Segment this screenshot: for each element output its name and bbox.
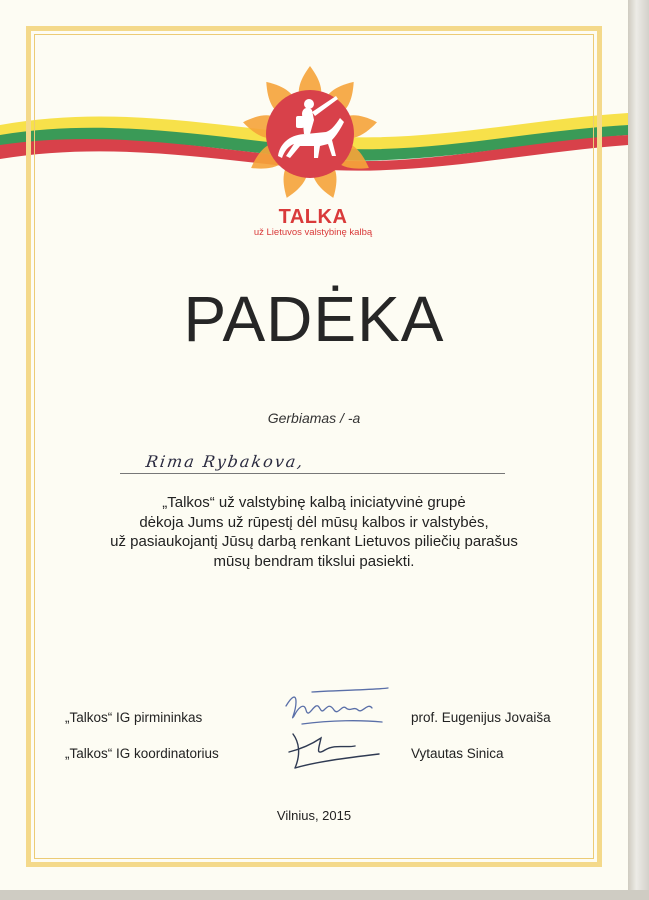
signatory-name-coordinator: Vytautas Sinica [411, 746, 504, 761]
signatory-name-chair: prof. Eugenijus Jovaiša [411, 710, 551, 725]
body-line: už pasiaukojantį Jūsų darbą renkant Lietuvos piliečių parašus [110, 533, 518, 550]
certificate-title: PADĖKA [183, 283, 445, 355]
talka-emblem [240, 64, 380, 204]
place-date: Vilnius, 2015 [276, 808, 352, 823]
scan-edge-right [628, 0, 649, 900]
body-line: dėkoja Jums už rūpestį dėl mūsų kalbos ir valstybės, [139, 513, 489, 531]
signatory-role-coordinator: „Talkos“ IG koordinatorius [65, 746, 219, 761]
signature-coordinator [285, 728, 385, 772]
body-line: „Talkos“ už valstybinę kalbą iniciatyvinė grupė [162, 494, 466, 511]
signatory-role-chair: „Talkos“ IG pirmininkas [65, 710, 203, 725]
brand-name: TALKA [278, 206, 348, 228]
scan-edge-bottom [0, 890, 649, 900]
recipient-name: Rima Rybakova, [144, 452, 306, 471]
signature-chair [282, 686, 392, 730]
name-underline [120, 473, 505, 474]
salutation: Gerbiamas / -a [267, 410, 361, 426]
body-text [60, 493, 568, 571]
body-line: mūsų bendram tikslui pasiekti. [213, 552, 415, 570]
brand-tagline: už Lietuvos valstybinę kalbą [253, 227, 373, 238]
